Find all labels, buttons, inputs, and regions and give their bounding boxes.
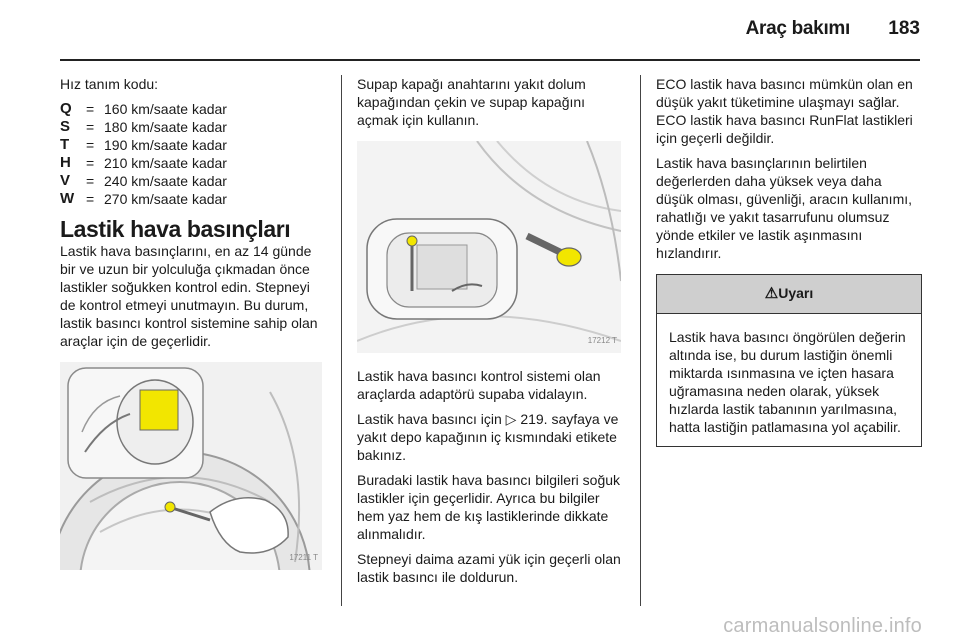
- warning-triangle-icon: ⚠: [764, 285, 779, 302]
- reference-prefix: Lastik hava basıncı için: [357, 411, 502, 427]
- section-title: Araç bakımı: [745, 18, 850, 39]
- equals-sign: =: [86, 119, 95, 135]
- warning-body: Lastik hava basıncı öngörülen değerin altında ise, bu durum lastiğin önemli miktarda ısınmasına ve içten hasara uğramasına neden olarak, yüksek hızlarda lastik tabanının yarılmasına, hatta lastiğin patlamasına yol açabilir.: [669, 329, 906, 435]
- speed-code: S: [60, 118, 71, 135]
- equals-sign: =: [86, 191, 95, 207]
- reference-rest: sayfaya ve yakıt depo kapağının iç kısmındaki etikete bakınız.: [357, 411, 619, 463]
- speed-code-row: [60, 100, 227, 118]
- section-heading: Lastik hava basınçları: [60, 216, 291, 242]
- column-divider-right: [640, 75, 641, 606]
- speed-value: 270 km/saate kadar: [104, 191, 227, 207]
- speed-code-intro: Hız tanım kodu:: [60, 76, 159, 92]
- eco-pressure-paragraph: ECO lastik hava basıncı mümkün olan en düşük yakıt tüketimine ulaşmayı sağlar. ECO lastik hava basıncı RunFlat lastikleri için geçerli değildir.: [656, 76, 913, 146]
- speed-code-row: [60, 136, 227, 154]
- warning-title: Uyarı: [778, 285, 814, 301]
- spare-tire-paragraph: Stepneyi daima azami yük için geçerli olan lastik basıncı ile doldurun.: [357, 551, 621, 585]
- column-left: [60, 75, 322, 570]
- figure-label: 17212 T: [587, 336, 617, 345]
- equals-sign: =: [86, 173, 95, 189]
- page-reference-link[interactable]: 219.: [520, 411, 548, 427]
- tire-valve-illustration: [60, 362, 322, 570]
- figure-label: 17211 T: [289, 553, 318, 562]
- page-number: 183: [888, 18, 920, 39]
- speed-code-row: [60, 154, 227, 172]
- equals-sign: =: [86, 101, 95, 117]
- speed-value: 190 km/saate kadar: [104, 137, 227, 153]
- warning-box: [656, 274, 922, 447]
- page-reference-icon: ▷: [505, 411, 517, 427]
- equals-sign: =: [86, 137, 95, 153]
- speed-code: T: [60, 136, 70, 153]
- speed-value: 210 km/saate kadar: [104, 155, 227, 171]
- header-divider: [60, 59, 920, 61]
- column-right: [656, 75, 922, 447]
- speed-code-row: [60, 190, 227, 208]
- column-middle: [357, 75, 627, 593]
- valve-key-paragraph: Supap kapağı anahtarını yakıt dolum kapağından çekin ve supap kapağını açmak için kullanın.: [357, 76, 586, 128]
- tire-pressure-paragraph: Lastik hava basınçlarını, en az 14 günde bir ve uzun bir yolculuğa çıkmadan önce lastikler soğukken kontrol edin. Stepneyi de kontrol etmeyi unutmayın. Bu durum, lastik basıncı kontrol sistemine sahip olan araçlar için de geçerlidir.: [60, 243, 318, 349]
- speed-value: 160 km/saate kadar: [104, 101, 227, 117]
- speed-code-row: [60, 118, 227, 136]
- speed-code: V: [60, 172, 71, 189]
- pressure-effects-paragraph: Lastik hava basınçlarının belirtilen değerlerden daha yüksek veya daha düşük olması, güvenliği, aracın kullanımı, rahatlığı ve yakıt tasarrufunu olumsuz yönde etkiler ve lastik aşınmasını hızlandırır.: [656, 155, 913, 261]
- valve-cap-key-illustration: [357, 141, 621, 353]
- speed-value: 180 km/saate kadar: [104, 119, 227, 135]
- equals-sign: =: [86, 155, 95, 171]
- warning-header: [657, 275, 921, 314]
- speed-code-row: [60, 172, 227, 190]
- adapter-paragraph: Lastik hava basıncı kontrol sistemi olan araçlarda adaptörü supaba vidalayın.: [357, 368, 601, 402]
- speed-code: H: [60, 154, 71, 171]
- cold-tires-paragraph: Buradaki lastik hava basıncı bilgileri soğuk lastikler için geçerlidir. Ayrıca bu bilgiler hem yaz hem de kış lastiklerinde dikkate alınmalıdır.: [357, 472, 621, 542]
- speed-code-table: [60, 100, 227, 208]
- valve-cap-key-drawing: [357, 141, 621, 353]
- pressure-reference-paragraph: [357, 410, 627, 464]
- tire-valve-drawing: [60, 362, 322, 570]
- watermark: carmanualsonline.info: [723, 615, 922, 637]
- speed-value: 240 km/saate kadar: [104, 173, 227, 189]
- speed-code: W: [60, 190, 75, 207]
- speed-code: Q: [60, 100, 72, 117]
- column-divider-left: [341, 75, 342, 606]
